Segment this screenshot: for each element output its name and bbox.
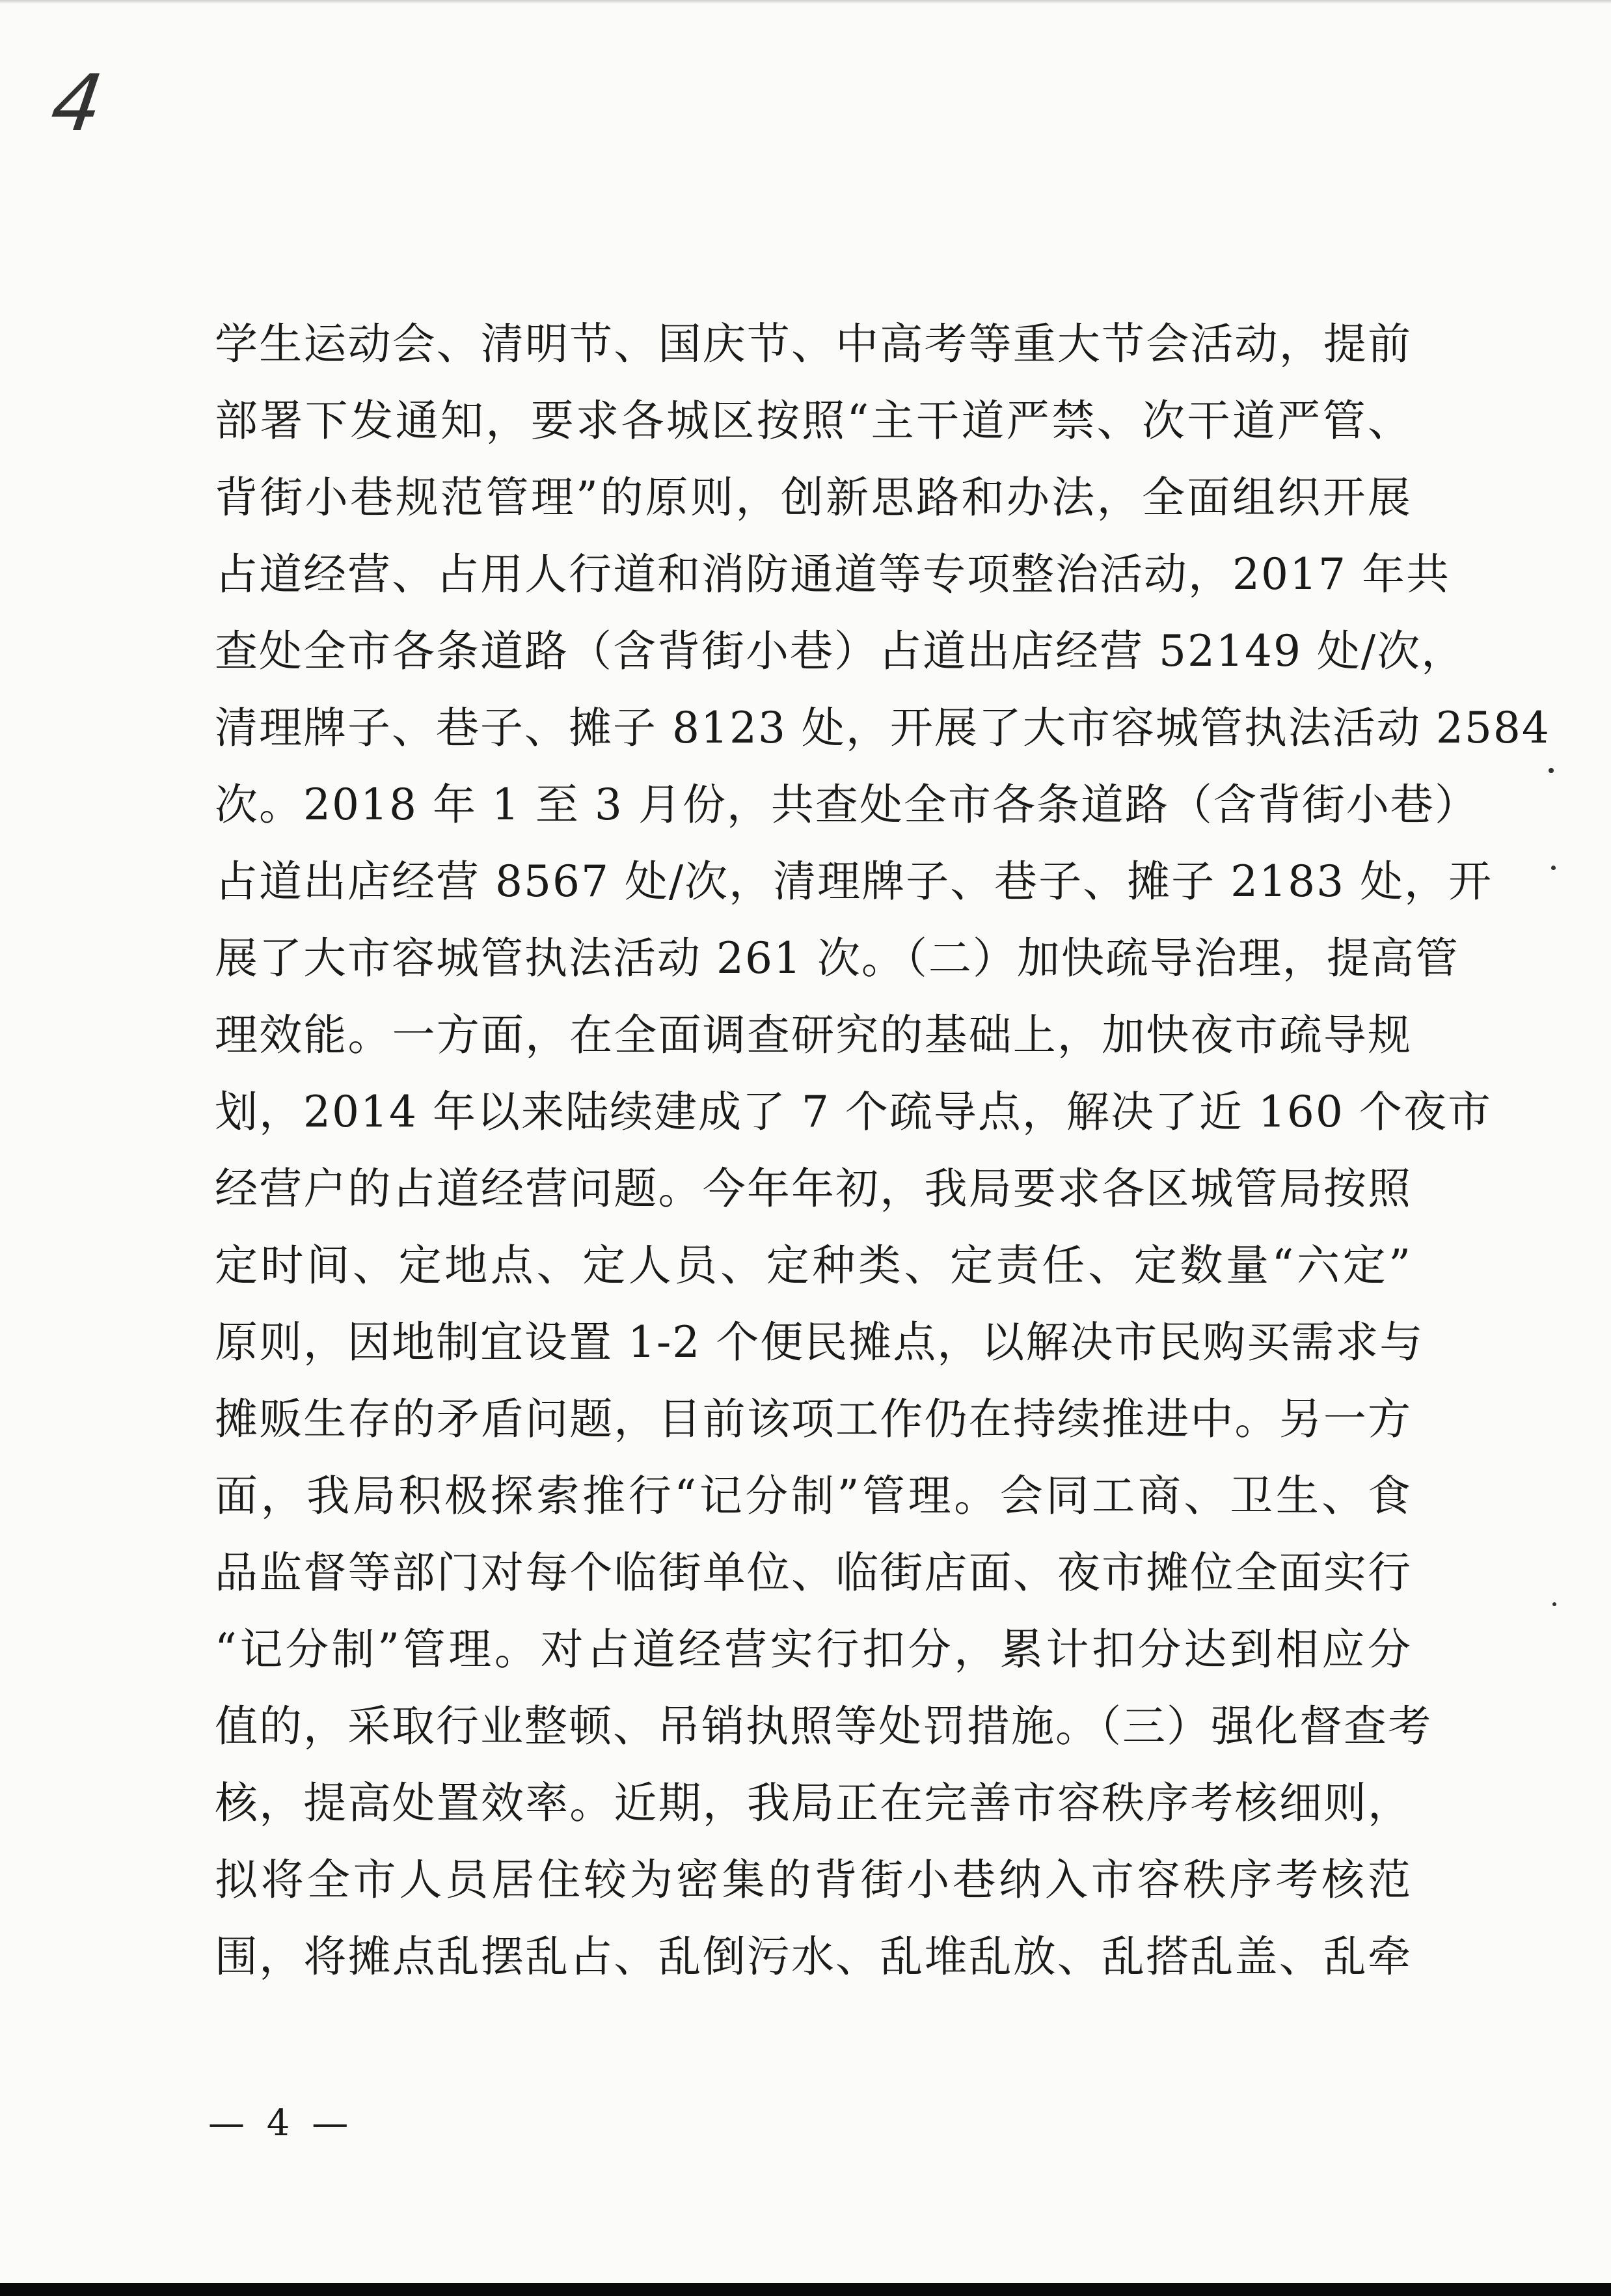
text-line-1: 学生运动会、清明节、国庆节、中高考等重大节会活动，提前	[215, 319, 1412, 369]
scan-speck	[1551, 866, 1556, 870]
handwritten-page-number: 4	[46, 59, 109, 149]
text-line-2: 部署下发通知，要求各城区按照“主干道严禁、次干道严管、	[215, 396, 1412, 446]
scan-speck	[1552, 1602, 1556, 1606]
text-line-4: 占道经营、占用人行道和消防通道等专项整治活动，2017 年共	[215, 549, 1450, 599]
text-line-20: 核，提高处置效率。近期，我局正在完善市容秩序考核细则，	[215, 1778, 1412, 1828]
text-line-16: 面，我局积极探索推行“记分制”管理。会同工商、卫生、食	[215, 1471, 1412, 1521]
text-line-17: 品监督等部门对每个临街单位、临街店面、夜市摊位全面实行	[215, 1548, 1412, 1598]
text-line-6: 清理牌子、巷子、摊子 8123 处，开展了大市容城管执法活动 2584	[215, 703, 1550, 753]
scan-bottom-edge	[0, 2283, 1611, 2296]
text-line-13: 定时间、定地点、定人员、定种类、定责任、定数量“六定”	[215, 1240, 1412, 1291]
text-line-5: 查处全市各条道路（含背街小巷）占道出店经营 52149 处/次，	[215, 626, 1466, 676]
text-line-19: 值的，采取行业整顿、吊销执照等处罚措施。（三）强化督查考	[215, 1701, 1432, 1751]
text-line-7: 次。2018 年 1 至 3 月份，共查处全市各条道路（含背街小巷）	[215, 780, 1479, 830]
footer-page-number: — 4 —	[208, 2102, 354, 2144]
text-line-14: 原则，因地制宜设置 1-2 个便民摊点，以解决市民购买需求与	[215, 1317, 1424, 1367]
text-line-22: 围，将摊点乱摆乱占、乱倒污水、乱堆乱放、乱搭乱盖、乱牵	[215, 1932, 1412, 1982]
text-line-12: 经营户的占道经营问题。今年年初，我局要求各区城管局按照	[215, 1164, 1412, 1214]
text-line-10: 理效能。一方面，在全面调查研究的基础上，加快夜市疏导规	[215, 1010, 1412, 1060]
scan-speck	[1549, 768, 1554, 773]
body-text	[215, 306, 1550, 1995]
scan-top-edge	[0, 0, 1611, 4]
text-line-3: 背街小巷规范管理”的原则，创新思路和办法，全面组织开展	[215, 472, 1412, 523]
text-line-21: 拟将全市人员居住较为密集的背街小巷纳入市容秩序考核范	[215, 1855, 1412, 1905]
text-line-8: 占道出店经营 8567 处/次，清理牌子、巷子、摊子 2183 处，开	[215, 856, 1493, 907]
text-line-15: 摊贩生存的矛盾问题，目前该项工作仍在持续推进中。另一方	[215, 1394, 1412, 1444]
text-line-11: 划，2014 年以来陆续建成了 7 个疏导点，解决了近 160 个夜市	[215, 1087, 1492, 1137]
text-line-9: 展了大市容城管执法活动 261 次。（二）加快疏导治理，提高管	[215, 933, 1459, 983]
text-line-18: “记分制”管理。对占道经营实行扣分，累计扣分达到相应分	[215, 1624, 1412, 1674]
